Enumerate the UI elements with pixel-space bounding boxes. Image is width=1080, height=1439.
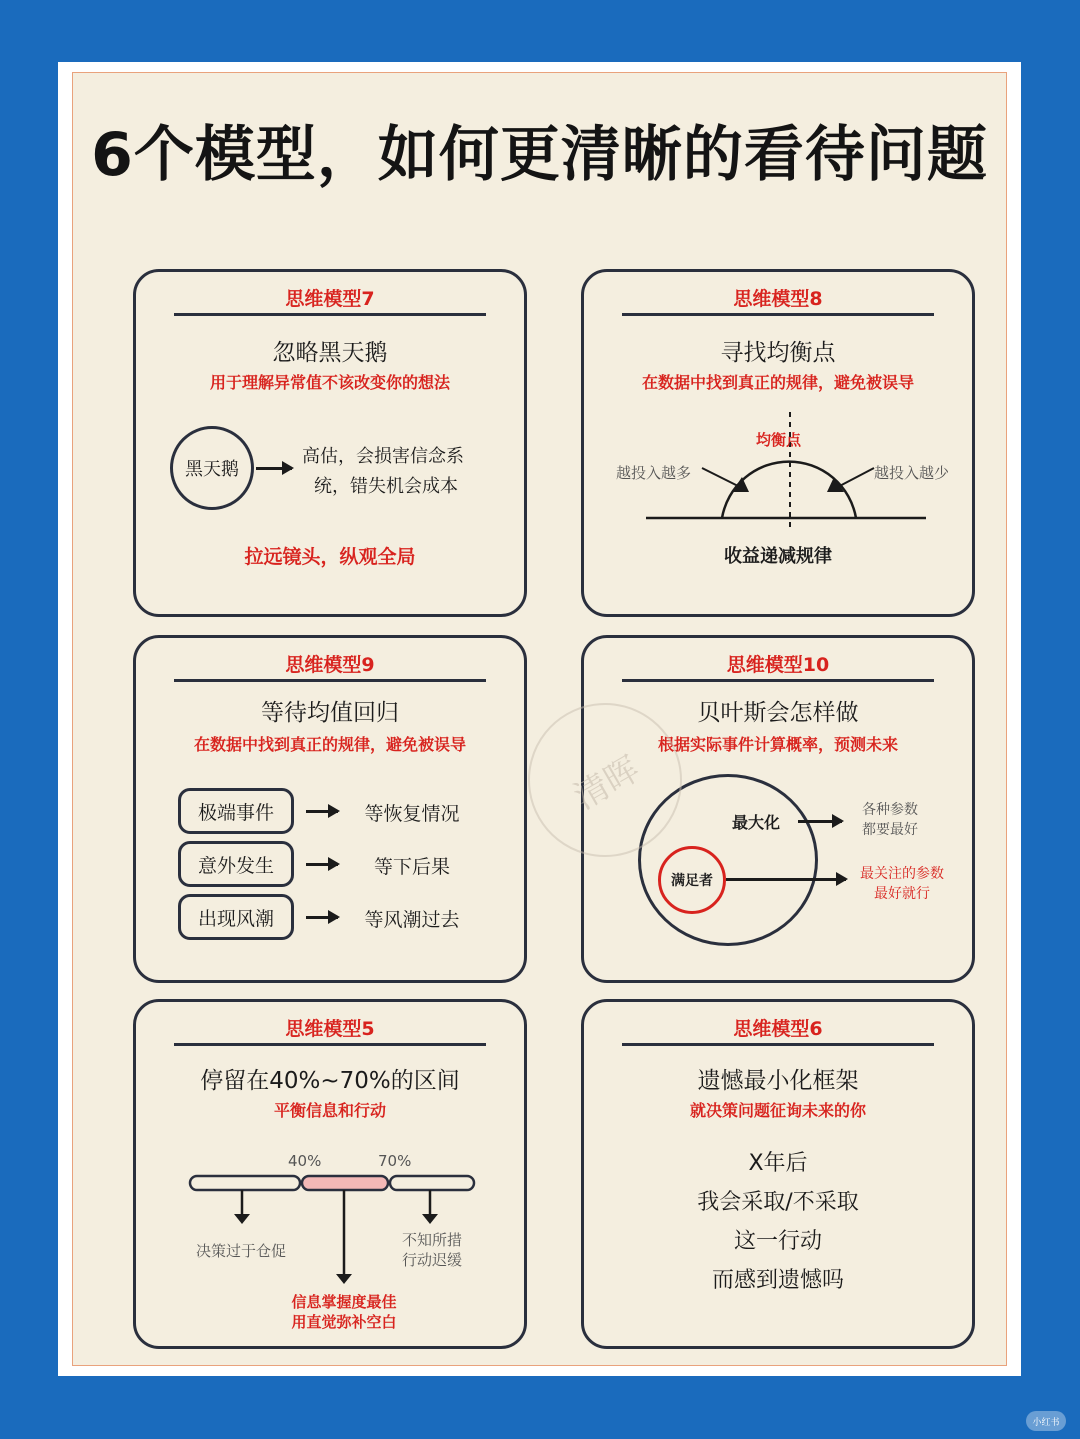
peak-label: 均衡点	[756, 431, 802, 449]
page-title: 6个模型，如何更清晰的看待问题	[91, 120, 988, 190]
right-label: 越投入越少	[874, 464, 950, 482]
regret-question	[584, 1144, 972, 1300]
card-label: 思维模型6	[733, 1018, 823, 1040]
divider	[622, 313, 934, 316]
divider	[622, 1043, 934, 1046]
bar-optimal-segment	[302, 1176, 388, 1190]
question-line: X年后	[748, 1151, 808, 1176]
card-title: 寻找均衡点	[720, 340, 836, 366]
node-label: 黑天鹅	[185, 459, 239, 480]
information-range-bar	[136, 1170, 526, 1290]
bar-high-segment	[390, 1176, 474, 1190]
card-model-7	[133, 269, 527, 617]
card-title: 遗憾最小化框架	[697, 1068, 859, 1094]
cause-pill: 出现风潮	[178, 894, 294, 940]
question-line: 而感到遗憾吗	[711, 1268, 844, 1293]
card-model-6	[581, 999, 975, 1349]
tick-70: 70%	[378, 1152, 412, 1170]
satisficer-circle	[658, 846, 726, 914]
card-footer: 拉远镜头，纵观全局	[244, 546, 416, 568]
poster-body	[72, 72, 1007, 1366]
card-label: 思维模型7	[285, 288, 375, 310]
arrow-down-icon	[422, 1214, 438, 1224]
card-label: 思维模型9	[285, 654, 375, 676]
action-text: 等恢复情况	[364, 803, 460, 825]
card-subtitle: 就决策问题征询未来的你	[689, 1101, 866, 1120]
action-text: 等风潮过去	[364, 909, 460, 931]
tick-40: 40%	[288, 1152, 322, 1170]
bar-low-segment	[190, 1176, 300, 1190]
corner-badge: 小红书	[1026, 1411, 1066, 1431]
card-title: 等待均值回归	[261, 700, 399, 726]
left-label: 越投入越多	[616, 464, 692, 482]
card-subtitle: 根据实际事件计算概率，预测未来	[657, 735, 898, 754]
black-swan-node	[170, 426, 254, 510]
arrow-down-icon	[234, 1214, 250, 1224]
maximize-result: 各种参数 都要最好	[862, 802, 918, 838]
divider	[174, 679, 486, 682]
card-title: 停留在40%~70%的区间	[200, 1068, 460, 1094]
question-line: 这一行动	[733, 1229, 822, 1254]
card-subtitle: 在数据中找到真正的规律，避免被误导	[193, 735, 466, 754]
arrow-right-icon	[726, 878, 846, 881]
card-label: 思维模型10	[726, 654, 830, 676]
satisficer-label: 满足者	[671, 873, 713, 889]
card-title: 贝叶斯会怎样做	[697, 700, 859, 726]
card-model-9	[133, 635, 527, 983]
maximize-label: 最大化	[732, 813, 781, 832]
divider	[622, 679, 934, 682]
divider	[174, 313, 486, 316]
cause-pill: 意外发生	[178, 841, 294, 887]
arrow-right-icon	[306, 810, 338, 813]
cause-pill: 极端事件	[178, 788, 294, 834]
result-text: 高估，会损害信念系 统，错失机会成本	[302, 446, 464, 497]
card-model-8	[581, 269, 975, 617]
arrow-right-icon	[306, 916, 338, 919]
watermark-stamp: 清晖	[500, 675, 710, 885]
card-footer: 收益递减规律	[724, 546, 832, 567]
card-title: 忽略黑天鹅	[272, 340, 388, 366]
card-subtitle: 平衡信息和行动	[273, 1101, 386, 1120]
poster-frame	[58, 62, 1021, 1376]
card-model-5	[133, 999, 527, 1349]
card-subtitle: 在数据中找到真正的规律，避免被误导	[641, 373, 914, 392]
divider	[174, 1043, 486, 1046]
left-note: 决策过于仓促	[196, 1242, 287, 1260]
arrow-down-icon	[336, 1274, 352, 1284]
arrow-right-icon	[256, 467, 292, 470]
card-label: 思维模型5	[285, 1018, 375, 1040]
satisficer-result: 最关注的参数 最好就行	[860, 866, 944, 902]
center-note: 信息掌握度最佳 用直觉弥补空白	[291, 1293, 397, 1331]
card-label: 思维模型8	[733, 288, 823, 310]
arrow-right-icon	[306, 863, 338, 866]
action-text: 等下后果	[373, 856, 450, 878]
right-note: 不知所措 行动迟缓	[402, 1231, 463, 1269]
card-subtitle: 用于理解异常值不该改变你的想法	[209, 373, 450, 392]
question-line: 我会采取/不采取	[697, 1190, 859, 1215]
arrow-right-icon	[798, 820, 842, 823]
